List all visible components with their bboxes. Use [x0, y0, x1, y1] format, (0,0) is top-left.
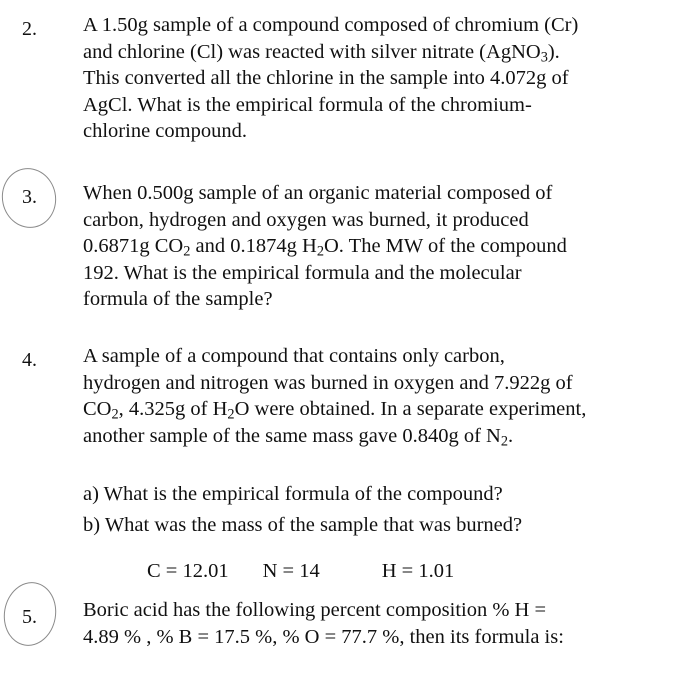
- problem-4-line: another sample of the same mass gave 0.840g of $N_2$.: [83, 424, 514, 450]
- problem-4-part-b: b) What was the mass of the sample that was burned?: [83, 514, 523, 536]
- problem-3-line: 192. What is the empirical formula and the molecular: [83, 261, 522, 284]
- problem-5-text: [83, 597, 638, 650]
- atomic-mass-n: N = 14: [262, 560, 320, 582]
- problem-3-line: 0.6871g $CO_2$ and 0.1874g $H_2O$. The MW of the compound: [83, 235, 567, 260]
- problem-2-line: and chlorine (Cl) was reacted with silver nitrate (AgNO$_3$).: [83, 40, 560, 66]
- problem-4-line: $CO_2$, 4.325g of $H_2O$ were obtained. In a separate experiment,: [83, 398, 587, 423]
- problem-4-line: A sample of a compound that contains only carbon,: [83, 345, 505, 367]
- problem-4-parts: [83, 479, 522, 541]
- problem-5-line: Boric acid has the following percent composition % H =: [83, 599, 547, 621]
- problem-3-line: When 0.500g sample of an organic material composed of: [83, 182, 553, 204]
- problem-4-part-a: a) What is the empirical formula of the compound?: [83, 483, 503, 505]
- problem-2-line: This converted all the chlorine in the sample into 4.072g of: [83, 67, 569, 89]
- problem-2-line: A 1.50g sample of a compound composed of chromium (Cr): [83, 14, 579, 36]
- atomic-mass-h: H = 1.01: [381, 560, 455, 582]
- problem-3-line: carbon, hydrogen and oxygen was burned, it produced: [83, 208, 529, 231]
- problem-3-line: formula of the sample?: [83, 288, 273, 310]
- atomic-masses: [147, 560, 488, 583]
- atomic-mass-c: C = 12.01: [147, 560, 229, 582]
- problem-5-number: 5.: [22, 606, 37, 628]
- problem-3-text: [83, 180, 638, 313]
- problem-2-text: [83, 12, 638, 145]
- problem-4-number: 4.: [22, 349, 37, 371]
- problem-4-text: [83, 343, 638, 449]
- problem-2-line: chlorine compound.: [83, 120, 247, 142]
- problem-3-number: 3.: [22, 186, 37, 208]
- problem-2-line: AgCl. What is the empirical formula of the chromium-: [83, 93, 532, 116]
- problem-4-line: hydrogen and nitrogen was burned in oxygen and 7.922g of: [83, 371, 573, 394]
- problem-5-line: 4.89 % , % B = 17.5 %, % O = 77.7 %, then its formula is:: [83, 625, 564, 648]
- problem-2-number: 2.: [22, 18, 37, 40]
